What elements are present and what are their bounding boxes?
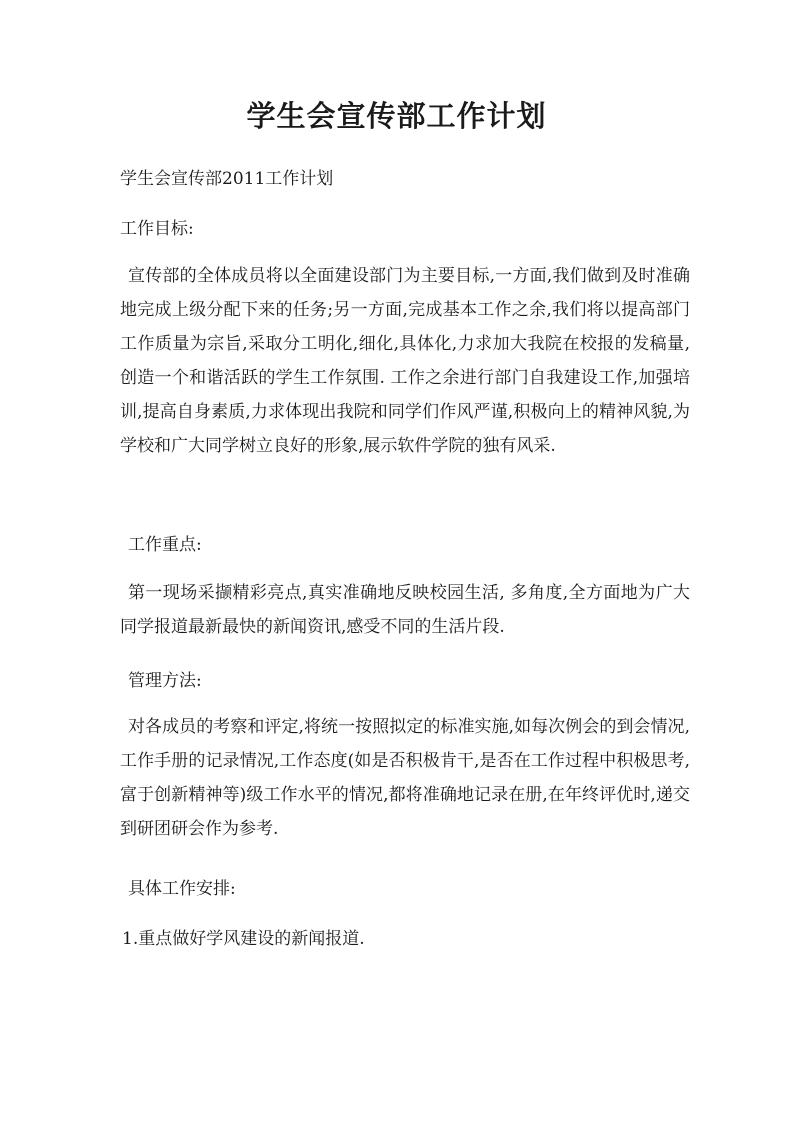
document-subtitle: 学生会宣传部2011工作计划 [120, 169, 334, 189]
management-heading: 管理方法: [128, 671, 202, 691]
goal-paragraph: 宣传部的全体成员将以全面建设部门为主要目标,一方面,我们做到及时准确地完成上级分配下来的任务;另一方面,完成基本工作之余,我们将以提高部门工作质量为宗旨,采取分工明化,细化,具体化,力求加大我院在校报的发稿量,创造一个和谐活跃的学生工作氛围. 工作之余进行部门自我建设工作,加强培训,提高自身素质,力求体现出我院和同学们作风严谨,积极向上的精神风貌,为学校和广大同学树立良好的形象,展示软件学院的独有风采. [120, 266, 690, 456]
arrangement-heading: 具体工作安排: [128, 879, 236, 899]
arrangement-item: 1.重点做好学风建设的新闻报道. [122, 929, 365, 949]
document-title: 学生会宣传部工作计划 [246, 99, 547, 133]
focus-paragraph: 第一现场采撷精彩亮点,真实准确地反映校园生活, 多角度,全方面地为广大同学报道最新最快的新闻资讯,感受不同的生活片段. [120, 583, 690, 637]
management-paragraph: 对各成员的考察和评定,将统一按照拟定的标准实施,如每次例会的到会情况,工作手册的记录情况,工作态度(如是否积极肯干,是否在工作过程中积极思考,富于创新精神等)级工作水平的情况,都将准确地记录在册,在年终评优时,递交到研团研会作为参考. [120, 717, 690, 839]
focus-heading: 工作重点: [128, 535, 202, 555]
goal-heading: 工作目标: [120, 219, 194, 239]
